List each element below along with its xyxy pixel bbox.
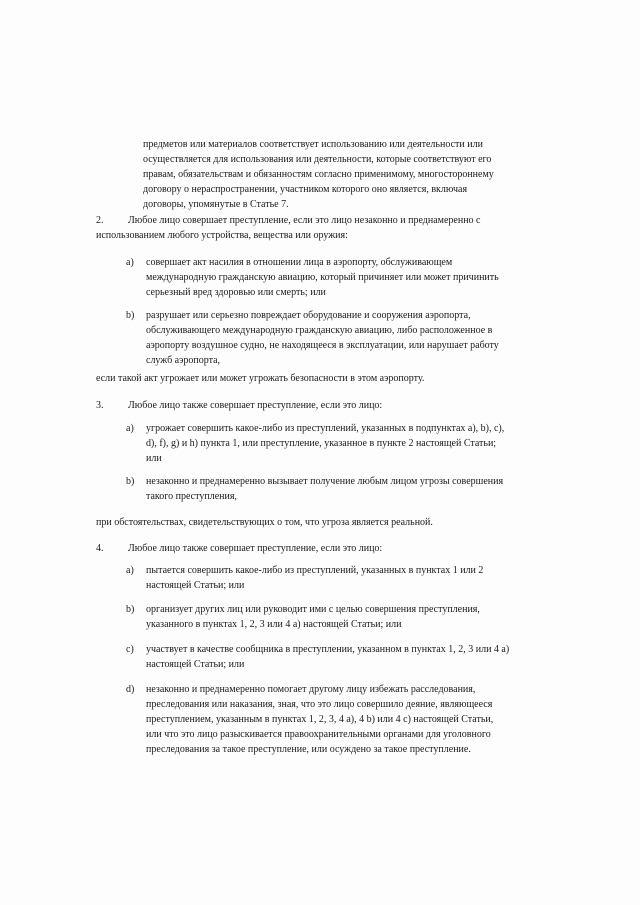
text-line: международную гражданскую авиацию, который причиняет или может причинить — [146, 272, 499, 283]
text-line: использованием любого устройства, вещества или оружия: — [96, 230, 348, 241]
text-line: угрожает совершить какое-либо из преступлений, указанных в подпунктах a), b), c), — [146, 423, 505, 434]
text-line: указанного в пунктах 1, 2, 3 или 4 a) настоящей Статьи; или — [146, 619, 402, 630]
text-line: незаконно и преднамеренно вызывает получение любым лицом угрозы совершения — [146, 476, 504, 487]
paragraph-4-lead — [96, 541, 548, 556]
text-line: или — [146, 453, 162, 464]
item-marker: a) — [126, 257, 134, 268]
paragraph-3-lead — [96, 398, 548, 413]
text-line: пытается совершить какое-либо из преступлений, указанных в пунктах 1 или 2 — [146, 565, 484, 576]
paragraph-2-closing — [96, 371, 548, 386]
text-line: участвует в качестве сообщника в преступлении, указанном в пунктах 1, 2, 3 или 4 a) — [146, 644, 510, 655]
paragraph-2-lead — [96, 213, 548, 243]
text-line: или что это лицо разыскивается правоохранительными органами для уголовного — [146, 729, 491, 740]
text-line: если такой акт угрожает или может угрожать безопасности в этом аэропорту. — [96, 373, 425, 384]
text-line: настоящей Статьи; или — [146, 659, 245, 670]
text-line: правам, обязательствам и обязанностям согласно применимому, многостороннему — [143, 169, 494, 180]
intro-paragraph — [143, 137, 548, 212]
paragraph-4-item-b — [146, 602, 548, 632]
item-marker: d) — [126, 684, 135, 695]
paragraph-3-item-a — [146, 421, 548, 466]
text-line: договоры, упомянутые в Статье 7. — [143, 199, 289, 210]
text-line: незаконно и преднамеренно помогает другому лицу избежать расследования, — [146, 684, 476, 695]
text-line: осуществляется для использования или деятельности, которые соответствуют его — [143, 154, 492, 165]
text-line: при обстоятельствах, свидетельствующих о том, что угроза является реальной. — [96, 517, 433, 528]
text-line: совершает акт насилия в отношении лица в аэропорту, обслуживающем — [146, 257, 453, 268]
paragraph-2-item-b — [146, 308, 548, 368]
text-line: серьезный вред здоровью или смерть; или — [146, 287, 326, 298]
text-line: d), f), g) и h) пункта 1, или преступление, указанное в пункте 2 настоящей Статьи; — [146, 438, 497, 449]
text-line: преследования или наказания, зная, что это лицо совершило деяние, являющееся — [146, 699, 493, 710]
text-line: обслуживающего международную гражданскую авиацию, либо расположенное в — [146, 325, 493, 336]
text-line: Любое лицо также совершает преступление, если это лицо: — [128, 400, 383, 411]
text-line: аэропорту воздушное судно, не находящееся в эксплуатации, или нарушает работу — [146, 340, 499, 351]
text-line: Любое лицо совершает преступление, если это лицо незаконно и преднамеренно с — [128, 215, 481, 226]
paragraph-4-item-a — [146, 563, 548, 593]
item-marker: b) — [126, 476, 135, 487]
paragraph-4-item-d — [146, 682, 548, 757]
item-marker: b) — [126, 310, 135, 321]
item-marker: c) — [126, 644, 134, 655]
paragraph-4-item-c — [146, 642, 548, 672]
paragraph-number: 2. — [96, 215, 104, 226]
paragraph-3-closing — [96, 515, 548, 530]
text-line: разрушает или серьезно повреждает оборудование и сооружения аэропорта, — [146, 310, 471, 321]
paragraph-3-item-b — [146, 474, 548, 504]
text-line: предметов или материалов соответствует использованию или деятельности или — [143, 139, 483, 150]
text-line: преследования за такое преступление, или осуждено за такое преступление. — [146, 744, 471, 755]
text-line: служб аэропорта, — [146, 355, 221, 366]
item-marker: a) — [126, 565, 134, 576]
paragraph-2-item-a — [146, 255, 548, 300]
item-marker: b) — [126, 604, 135, 615]
text-line: организует других лиц или руководит ими с целью совершения преступления, — [146, 604, 480, 615]
text-line: настоящей Статьи; или — [146, 580, 245, 591]
paragraph-number: 3. — [96, 400, 104, 411]
text-line: преступлением, указанным в пунктах 1, 2, 3, 4 a), 4 b) или 4 c) настоящей Статьи, — [146, 714, 494, 725]
text-line: Любое лицо также совершает преступление, если это лицо: — [128, 543, 383, 554]
paragraph-number: 4. — [96, 543, 104, 554]
text-line: такого преступления, — [146, 491, 237, 502]
text-line: договору о нераспространении, участником которого оно является, включая — [143, 184, 468, 195]
item-marker: a) — [126, 423, 134, 434]
